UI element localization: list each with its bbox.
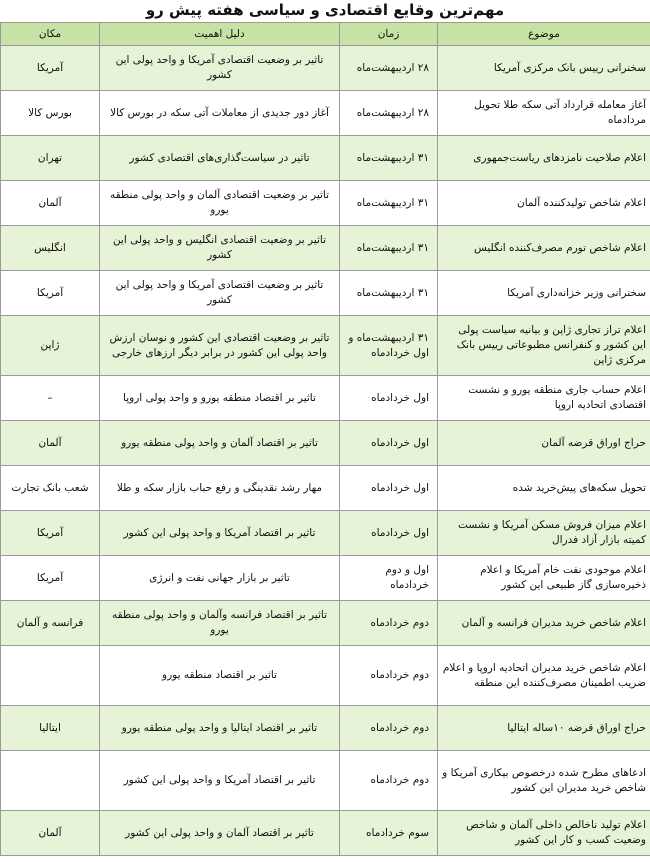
cell-reason: تاثیر بر اقتصاد آلمان و واحد پولی این کشور (100, 811, 340, 856)
cell-place: – (1, 376, 100, 421)
cell-reason: تاثیر بر اقتصاد آمریکا و واحد پولی این کشور (100, 511, 340, 556)
cell-time: ۳۱ اردیبهشت‌ماه (340, 181, 438, 226)
cell-place: تهران (1, 136, 100, 181)
column-header-time: زمان (340, 23, 438, 46)
cell-place: ژاپن (1, 316, 100, 376)
cell-time: دوم خردادماه (340, 601, 438, 646)
cell-reason: تاثیر بر وضعیت اقتصادی آلمان و واحد پولی منطقه یورو (100, 181, 340, 226)
table-row (1, 511, 650, 556)
cell-topic: اعلام میزان فروش مسکن آمریکا و نشست کمیته بازار آزاد فدرال (438, 511, 650, 556)
cell-topic: اعلام صلاحیت نامزدهای ریاست‌جمهوری (438, 136, 650, 181)
table-header-row (1, 23, 650, 46)
cell-time: ۳۱ اردیبهشت‌ماه و اول خردادماه (340, 316, 438, 376)
cell-time: دوم خردادماه (340, 646, 438, 706)
cell-reason: تاثیر بر اقتصاد فرانسه وآلمان و واحد پولی منطقه یورو (100, 601, 340, 646)
cell-topic: سخنرانی رییس بانک مرکزی آمریکا (438, 46, 650, 91)
table-row (1, 646, 650, 706)
cell-place: آمریکا (1, 271, 100, 316)
cell-place: انگلیس (1, 226, 100, 271)
cell-topic: سخنرانی وزیر خزانه‌داری آمریکا (438, 271, 650, 316)
cell-reason: آغاز دور جدیدی از معاملات آتی سکه در بورس کالا (100, 91, 340, 136)
table-row (1, 751, 650, 811)
table-row (1, 136, 650, 181)
table-row (1, 316, 650, 376)
cell-topic: حراج اوراق قرضه ۱۰ساله ایتالیا (438, 706, 650, 751)
cell-time: سوم خردادماه (340, 811, 438, 856)
cell-time: ۳۱ اردیبهشت‌ماه (340, 136, 438, 181)
table-row (1, 706, 650, 751)
cell-reason: تاثیر بر بازار جهانی نفت و انرژی (100, 556, 340, 601)
cell-place: فرانسه و آلمان (1, 601, 100, 646)
cell-place: بورس کالا (1, 91, 100, 136)
cell-time: ۲۸ اردیبهشت‌ماه (340, 46, 438, 91)
cell-time: ۳۱ اردیبهشت‌ماه (340, 226, 438, 271)
cell-place: آمریکا (1, 511, 100, 556)
cell-topic: حراج اوراق قرضه آلمان (438, 421, 650, 466)
cell-place: آمریکا (1, 46, 100, 91)
table-row (1, 556, 650, 601)
table-row (1, 271, 650, 316)
cell-reason: تاثیر بر اقتصاد منطقه یورو و واحد پولی اروپا (100, 376, 340, 421)
cell-reason: تاثیر بر وضعیت اقتصادی این کشور و نوسان ارزش واحد پولی این کشور در برابر دیگر ارزهای خارجی (100, 316, 340, 376)
table-row (1, 421, 650, 466)
cell-time: ۲۸ اردیبهشت‌ماه (340, 91, 438, 136)
cell-time: اول خردادماه (340, 421, 438, 466)
cell-topic: اعلام تراز تجاری ژاپن و بیانیه سیاست پولی این کشور و کنفرانس مطبوعاتی رییس بانک مرکزی ژاپن (438, 316, 650, 376)
cell-time: اول و دوم خردادماه (340, 556, 438, 601)
cell-topic: ادعاهای مطرح شده درخصوص بیکاری آمریکا و شاخص خرید مدیران این کشور (438, 751, 650, 811)
cell-reason: مهار رشد نقدینگی و رفع حباب بازار سکه و طلا (100, 466, 340, 511)
cell-topic: اعلام شاخص خرید مدیران فرانسه و آلمان (438, 601, 650, 646)
cell-place: آمریکا (1, 556, 100, 601)
cell-time: اول خردادماه (340, 511, 438, 556)
cell-time: دوم خردادماه (340, 751, 438, 811)
cell-topic: اعلام شاخص تورم مصرف‌کننده انگلیس (438, 226, 650, 271)
cell-reason: تاثیر بر وضعیت اقتصادی انگلیس و واحد پولی این کشور (100, 226, 340, 271)
cell-reason: تاثیر بر اقتصاد ایتالیا و واحد پولی منطقه یورو (100, 706, 340, 751)
cell-place (1, 646, 100, 706)
cell-reason: تاثیر بر اقتصاد آلمان و واحد پولی منطقه یورو (100, 421, 340, 466)
cell-reason: تاثیر بر وضعیت اقتصادی آمریکا و واحد پولی این کشور (100, 46, 340, 91)
cell-time: ۳۱ اردیبهشت‌ماه (340, 271, 438, 316)
cell-topic: اعلام حساب جاری منطقه یورو و نشست اقتصادی اتحادیه اروپا (438, 376, 650, 421)
table-row (1, 226, 650, 271)
cell-topic: اعلام شاخص تولیدکننده آلمان (438, 181, 650, 226)
cell-time: اول خردادماه (340, 376, 438, 421)
cell-topic: تحویل سکه‌های پیش‌خرید شده (438, 466, 650, 511)
table-row (1, 181, 650, 226)
column-header-topic: موضوع (438, 23, 650, 46)
cell-reason: تاثیر بر اقتصاد آمریکا و واحد پولی این کشور (100, 751, 340, 811)
page-title: مهم‌ترین وقایع اقتصادی و سیاسی هفته پیش رو (145, 1, 505, 19)
table-row (1, 91, 650, 136)
table-row (1, 811, 650, 856)
column-header-reason: دلیل اهمیت (100, 23, 340, 46)
cell-topic: اعلام شاخص خرید مدیران اتحادیه اروپا و اعلام ضریب اطمینان مصرف‌کننده این منطقه (438, 646, 650, 706)
cell-reason: تاثیر بر وضعیت اقتصادی آمریکا و واحد پولی این کشور (100, 271, 340, 316)
table-row (1, 466, 650, 511)
cell-topic: اعلام موجودی نفت خام آمریکا و اعلام ذخیره‌سازی گاز طبیعی این کشور (438, 556, 650, 601)
cell-topic: آغاز معامله قرارداد آتی سکه طلا تحویل مردادماه (438, 91, 650, 136)
cell-place: آلمان (1, 421, 100, 466)
column-header-place: مکان (1, 23, 100, 46)
table-row (1, 601, 650, 646)
cell-reason: تاثیر در سیاست‌گذاری‌های اقتصادی کشور (100, 136, 340, 181)
cell-reason: تاثیر بر اقتصاد منطقه یورو (100, 646, 340, 706)
cell-time: دوم خردادماه (340, 706, 438, 751)
table-row (1, 46, 650, 91)
cell-topic: اعلام تولید ناخالص داخلی آلمان و شاخص وضعیت کسب و کار این کشور (438, 811, 650, 856)
cell-place: ایتالیا (1, 706, 100, 751)
cell-time: اول خردادماه (340, 466, 438, 511)
cell-place (1, 751, 100, 811)
cell-place: آلمان (1, 181, 100, 226)
table-row (1, 376, 650, 421)
events-table (0, 22, 650, 856)
cell-place: آلمان (1, 811, 100, 856)
cell-place: شعب بانک تجارت (1, 466, 100, 511)
